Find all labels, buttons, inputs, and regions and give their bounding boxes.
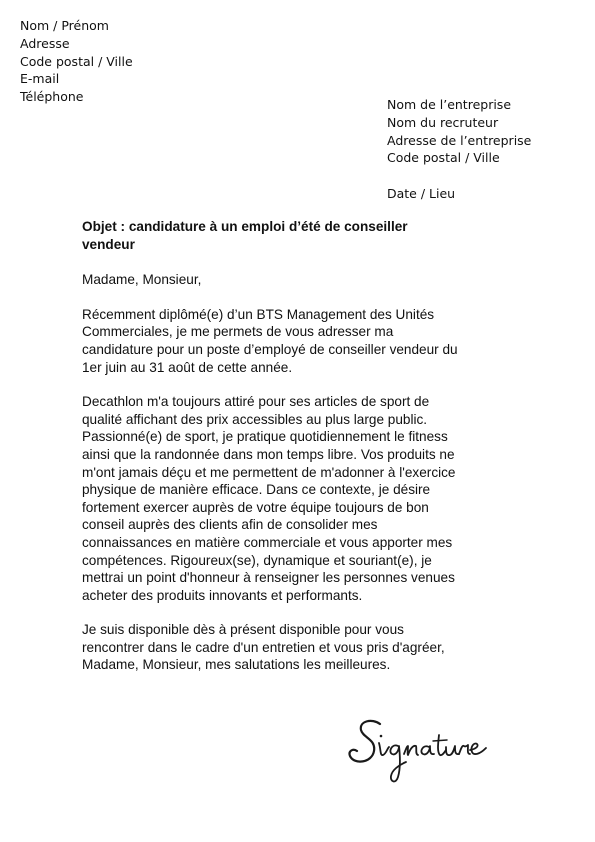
subject-line bbox=[82, 218, 552, 253]
paragraph-line: Récemment diplômé(e) d’un BTS Management des Unités bbox=[82, 306, 435, 322]
sender-phone: Téléphone bbox=[20, 89, 84, 105]
subject-line-text: Objet : candidature à un emploi d’été de conseiller bbox=[82, 219, 408, 234]
paragraph-line: rencontrer dans le cadre d'un entretien et vous pris d'agréer, bbox=[82, 639, 445, 655]
paragraph-line: m'ont jamais déçu et me permettent de m'adonner à l'exercice bbox=[82, 464, 456, 480]
recipient-city: Code postal / Ville bbox=[387, 150, 500, 166]
paragraph-line: acheter des produits innovants et performants. bbox=[82, 587, 363, 603]
paragraph-line: Commerciales, je me permets de vous adresser ma bbox=[82, 324, 394, 340]
paragraph-line: candidature pour un poste d’employé de conseiller vendeur du bbox=[82, 341, 458, 357]
paragraph-motivation bbox=[82, 393, 552, 604]
paragraph-line: 1er juin au 31 août de cette année. bbox=[82, 359, 293, 375]
letter-body bbox=[82, 218, 552, 674]
sender-city: Code postal / Ville bbox=[20, 53, 133, 69]
sender-address: Adresse bbox=[20, 35, 70, 51]
salutation: Madame, Monsieur, bbox=[82, 272, 202, 288]
handwritten-signature bbox=[346, 715, 496, 785]
paragraph-intro bbox=[82, 306, 552, 376]
paragraph-line: physique de manière efficace. Dans ce contexte, je désire bbox=[82, 482, 431, 498]
recipient-address: Adresse de l’entreprise bbox=[387, 132, 532, 148]
paragraph-line: Madame, Monsieur, mes salutations les meilleures. bbox=[82, 657, 391, 673]
paragraph-line: connaissances en matière commerciale et vous apporter mes bbox=[82, 534, 453, 550]
paragraph-line: qualité affichant des prix accessibles au plus large public. bbox=[82, 411, 428, 427]
recipient-block bbox=[387, 96, 531, 203]
paragraph-line: compétences. Rigoureux(se), dynamique et souriant(e), je bbox=[82, 552, 432, 568]
sender-name: Nom / Prénom bbox=[20, 18, 109, 33]
recipient-company: Nom de l’entreprise bbox=[387, 97, 512, 112]
sender-email: E-mail bbox=[20, 71, 60, 87]
paragraph-line: mettrai un point d'honneur à renseigner les personnes venues bbox=[82, 570, 455, 586]
paragraph-closing bbox=[82, 621, 552, 674]
paragraph-line: Je suis disponible dès à présent disponible pour vous bbox=[82, 622, 404, 638]
sender-block bbox=[20, 17, 133, 106]
paragraph-line: Passionné(e) de sport, je pratique quotidiennement le fitness bbox=[82, 429, 448, 445]
subject-line-text: vendeur bbox=[82, 236, 135, 252]
paragraph-line: fortement exercer auprès de votre équipe toujours de bon bbox=[82, 499, 429, 515]
date-place: Date / Lieu bbox=[387, 186, 456, 202]
paragraph-line: conseil auprès des clients afin de consolider mes bbox=[82, 517, 378, 533]
paragraph-line: Decathlon m'a toujours attiré pour ses articles de sport de bbox=[82, 394, 430, 410]
recipient-recruiter: Nom du recruteur bbox=[387, 114, 499, 130]
paragraph-line: ainsi que la randonnée dans mon temps libre. Vos produits ne bbox=[82, 446, 455, 462]
